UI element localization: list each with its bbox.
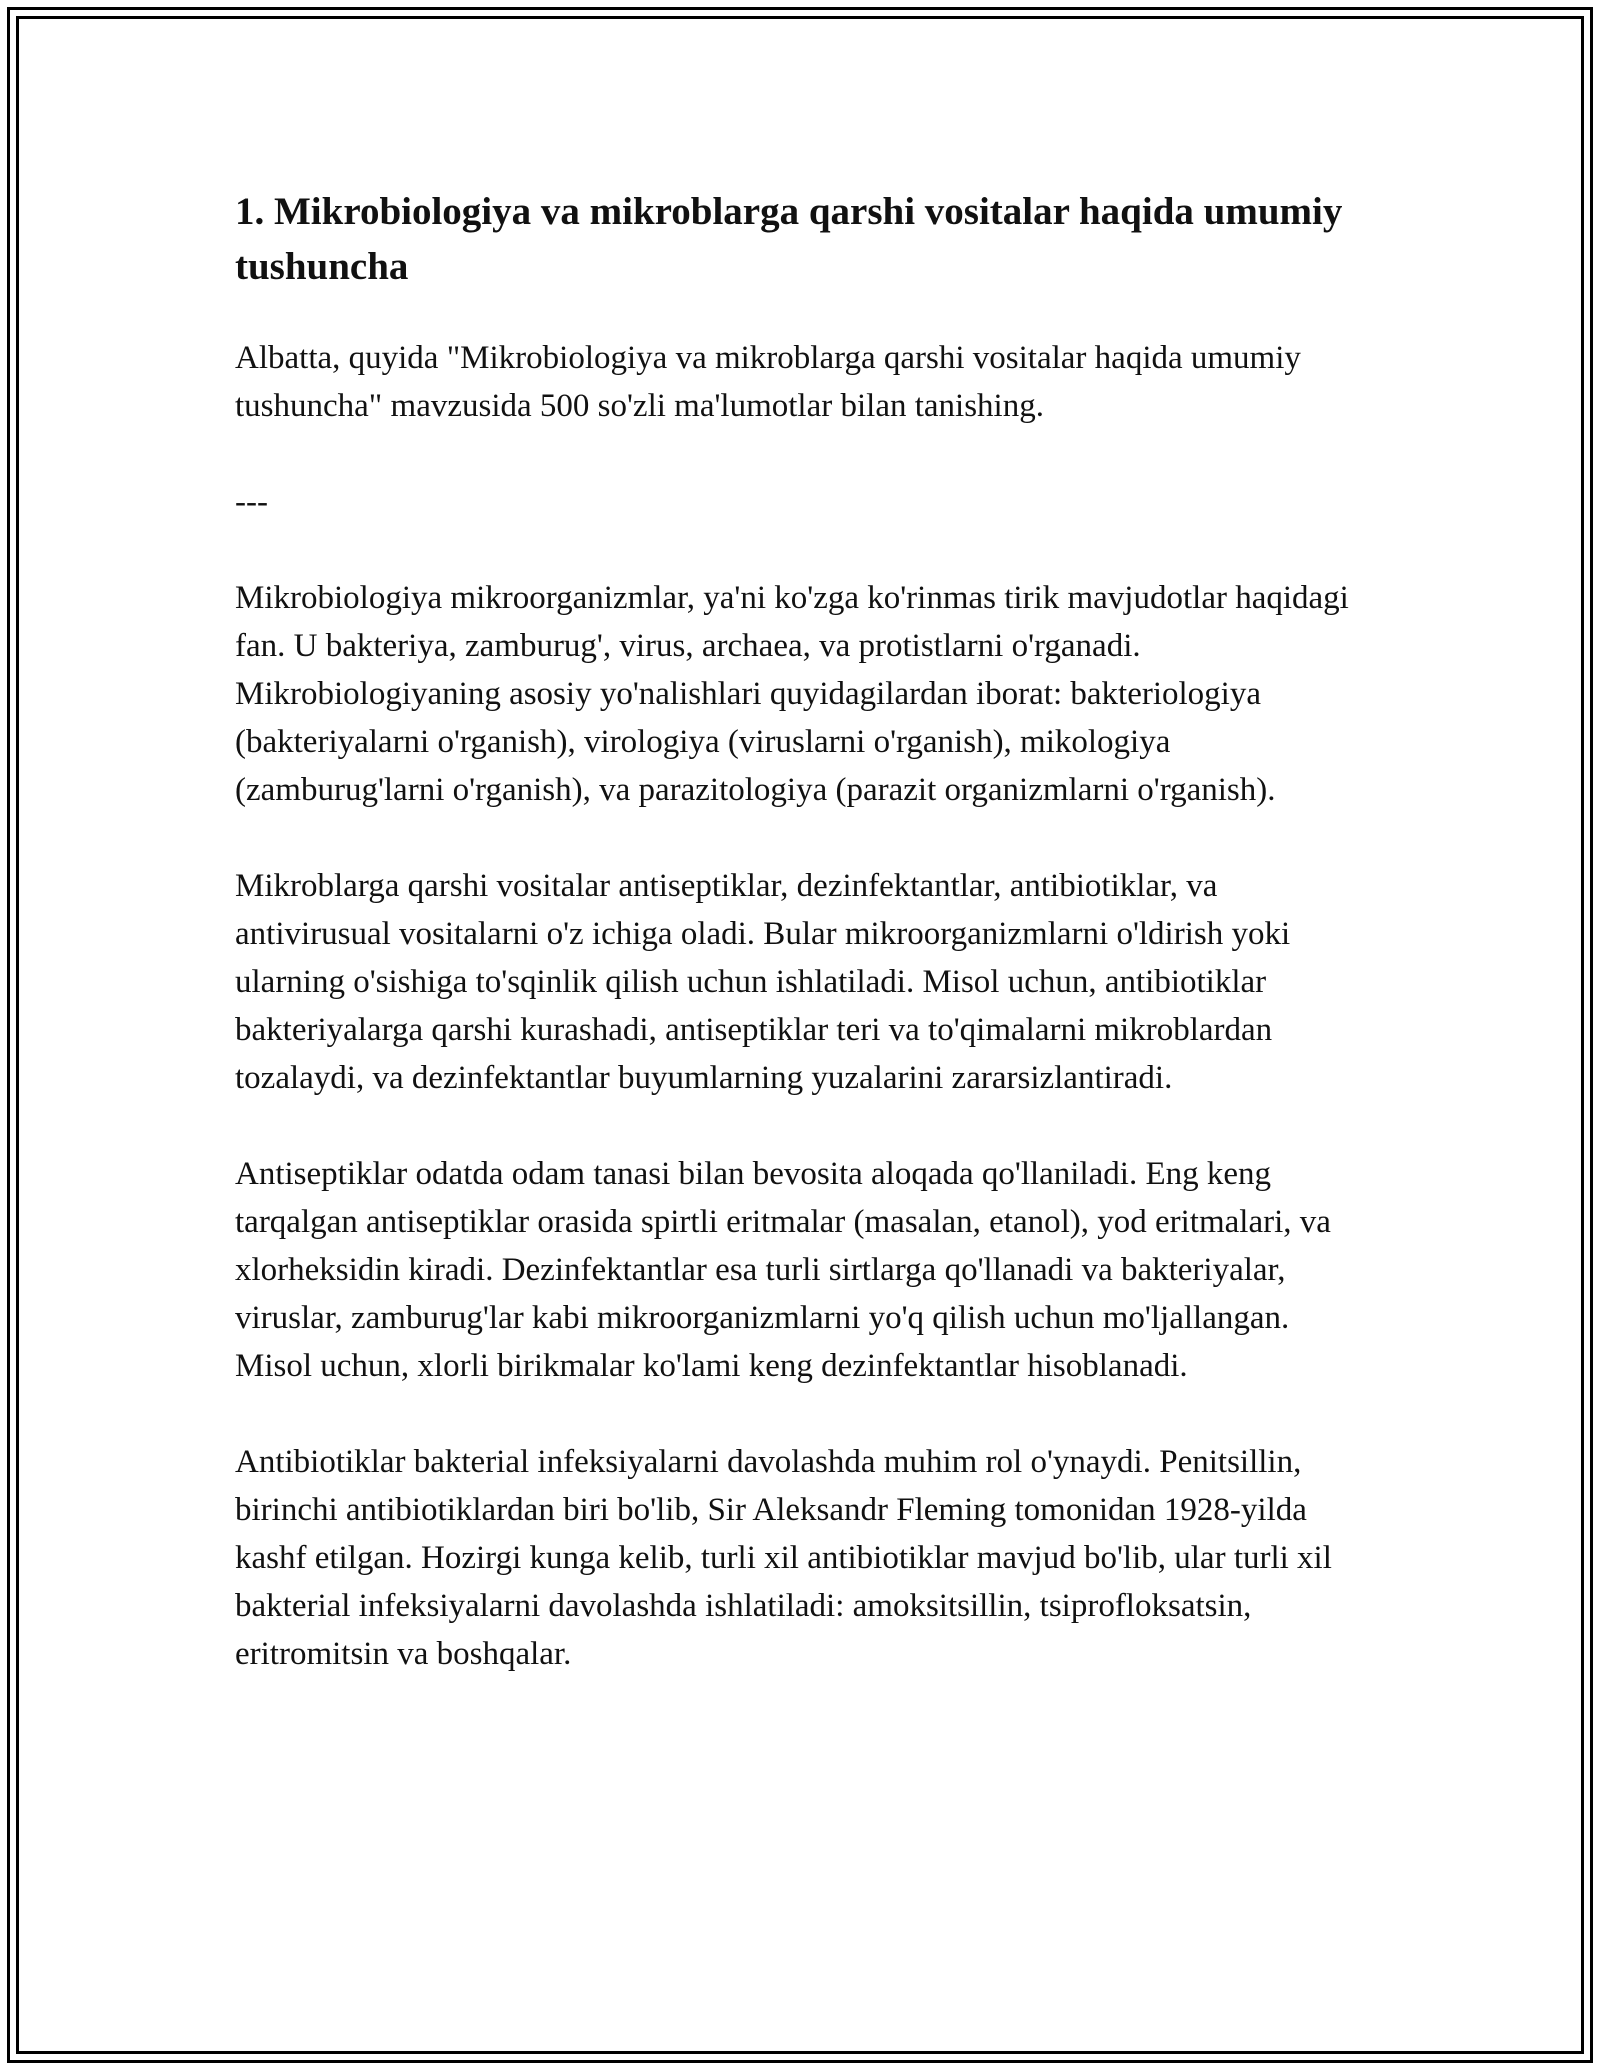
body-paragraph-2: Mikroblarga qarshi vositalar antiseptiklar, dezinfektantlar, antibiotiklar, va antivirusual vositalarni o'z ichiga oladi. Bular mikroorganizmlarni o'ldirish yoki ularning o'sishiga to'sqinlik qilish uchun ishlatiladi. Misol uchun, antibiotiklar bakteriyalarga qarshi kurashadi, antiseptiklar teri va to'qimalarni mikroblardan tozalaydi, va dezinfektantlar buyumlarning yuzalarini zararsizlantiradi. [235,868,1291,1096]
document-body [235,184,1365,1726]
separator-line: --- [235,484,268,520]
body-paragraph-4: Antibiotiklar bakterial infeksiyalarni davolashda muhim rol o'ynaydi. Penitsillin, birinchi antibiotiklardan biri bo'lib, Sir Aleksandr Fleming tomonidan 1928-yilda kashf etilgan. Hozirgi kunga kelib, turli xil antibiotiklar mavjud bo'lib, ular turli xil bakterial infeksiyalarni davolashda ishlatiladi: amoksitsillin, tsiprofloksatsin, eritromitsin va boshqalar. [235,1444,1332,1672]
body-paragraph-3: Antiseptiklar odatda odam tanasi bilan bevosita aloqada qo'llaniladi. Eng keng tarqalgan antiseptiklar orasida spirtli eritmalar (masalan, etanol), yod eritmalari, va xlorheksidin kiradi. Dezinfektantlar esa turli sirtlarga qo'llanadi va bakteriyalar, viruslar, zamburug'lar kabi mikroorganizmlarni yo'q qilish uchun mo'ljallangan. Misol uchun, xlorli birikmalar ko'lami keng dezinfektantlar hisoblanadi. [235,1156,1331,1384]
intro-paragraph: Albatta, quyida "Mikrobiologiya va mikroblarga qarshi vositalar haqida umumiy tushuncha" mavzusida 500 so'zli ma'lumotlar bilan tanishing. [235,340,1301,424]
document-title: 1. Mikrobiologiya va mikroblarga qarshi vositalar haqida umumiy tushuncha [235,190,1343,288]
body-paragraph-1: Mikrobiologiya mikroorganizmlar, ya'ni ko'zga ko'rinmas tirik mavjudotlar haqidagi fan. U bakteriya, zamburug', virus, archaea, va protistlarni o'rganadi. Mikrobiologiyaning asosiy yo'nalishlari quyidagilardan iborat: bakteriologiya (bakteriyalarni o'rganish), virologiya (viruslarni o'rganish), mikologiya (zamburug'larni o'rganish), va parazitologiya (parazit organizmlarni o'rganish). [235,580,1349,808]
